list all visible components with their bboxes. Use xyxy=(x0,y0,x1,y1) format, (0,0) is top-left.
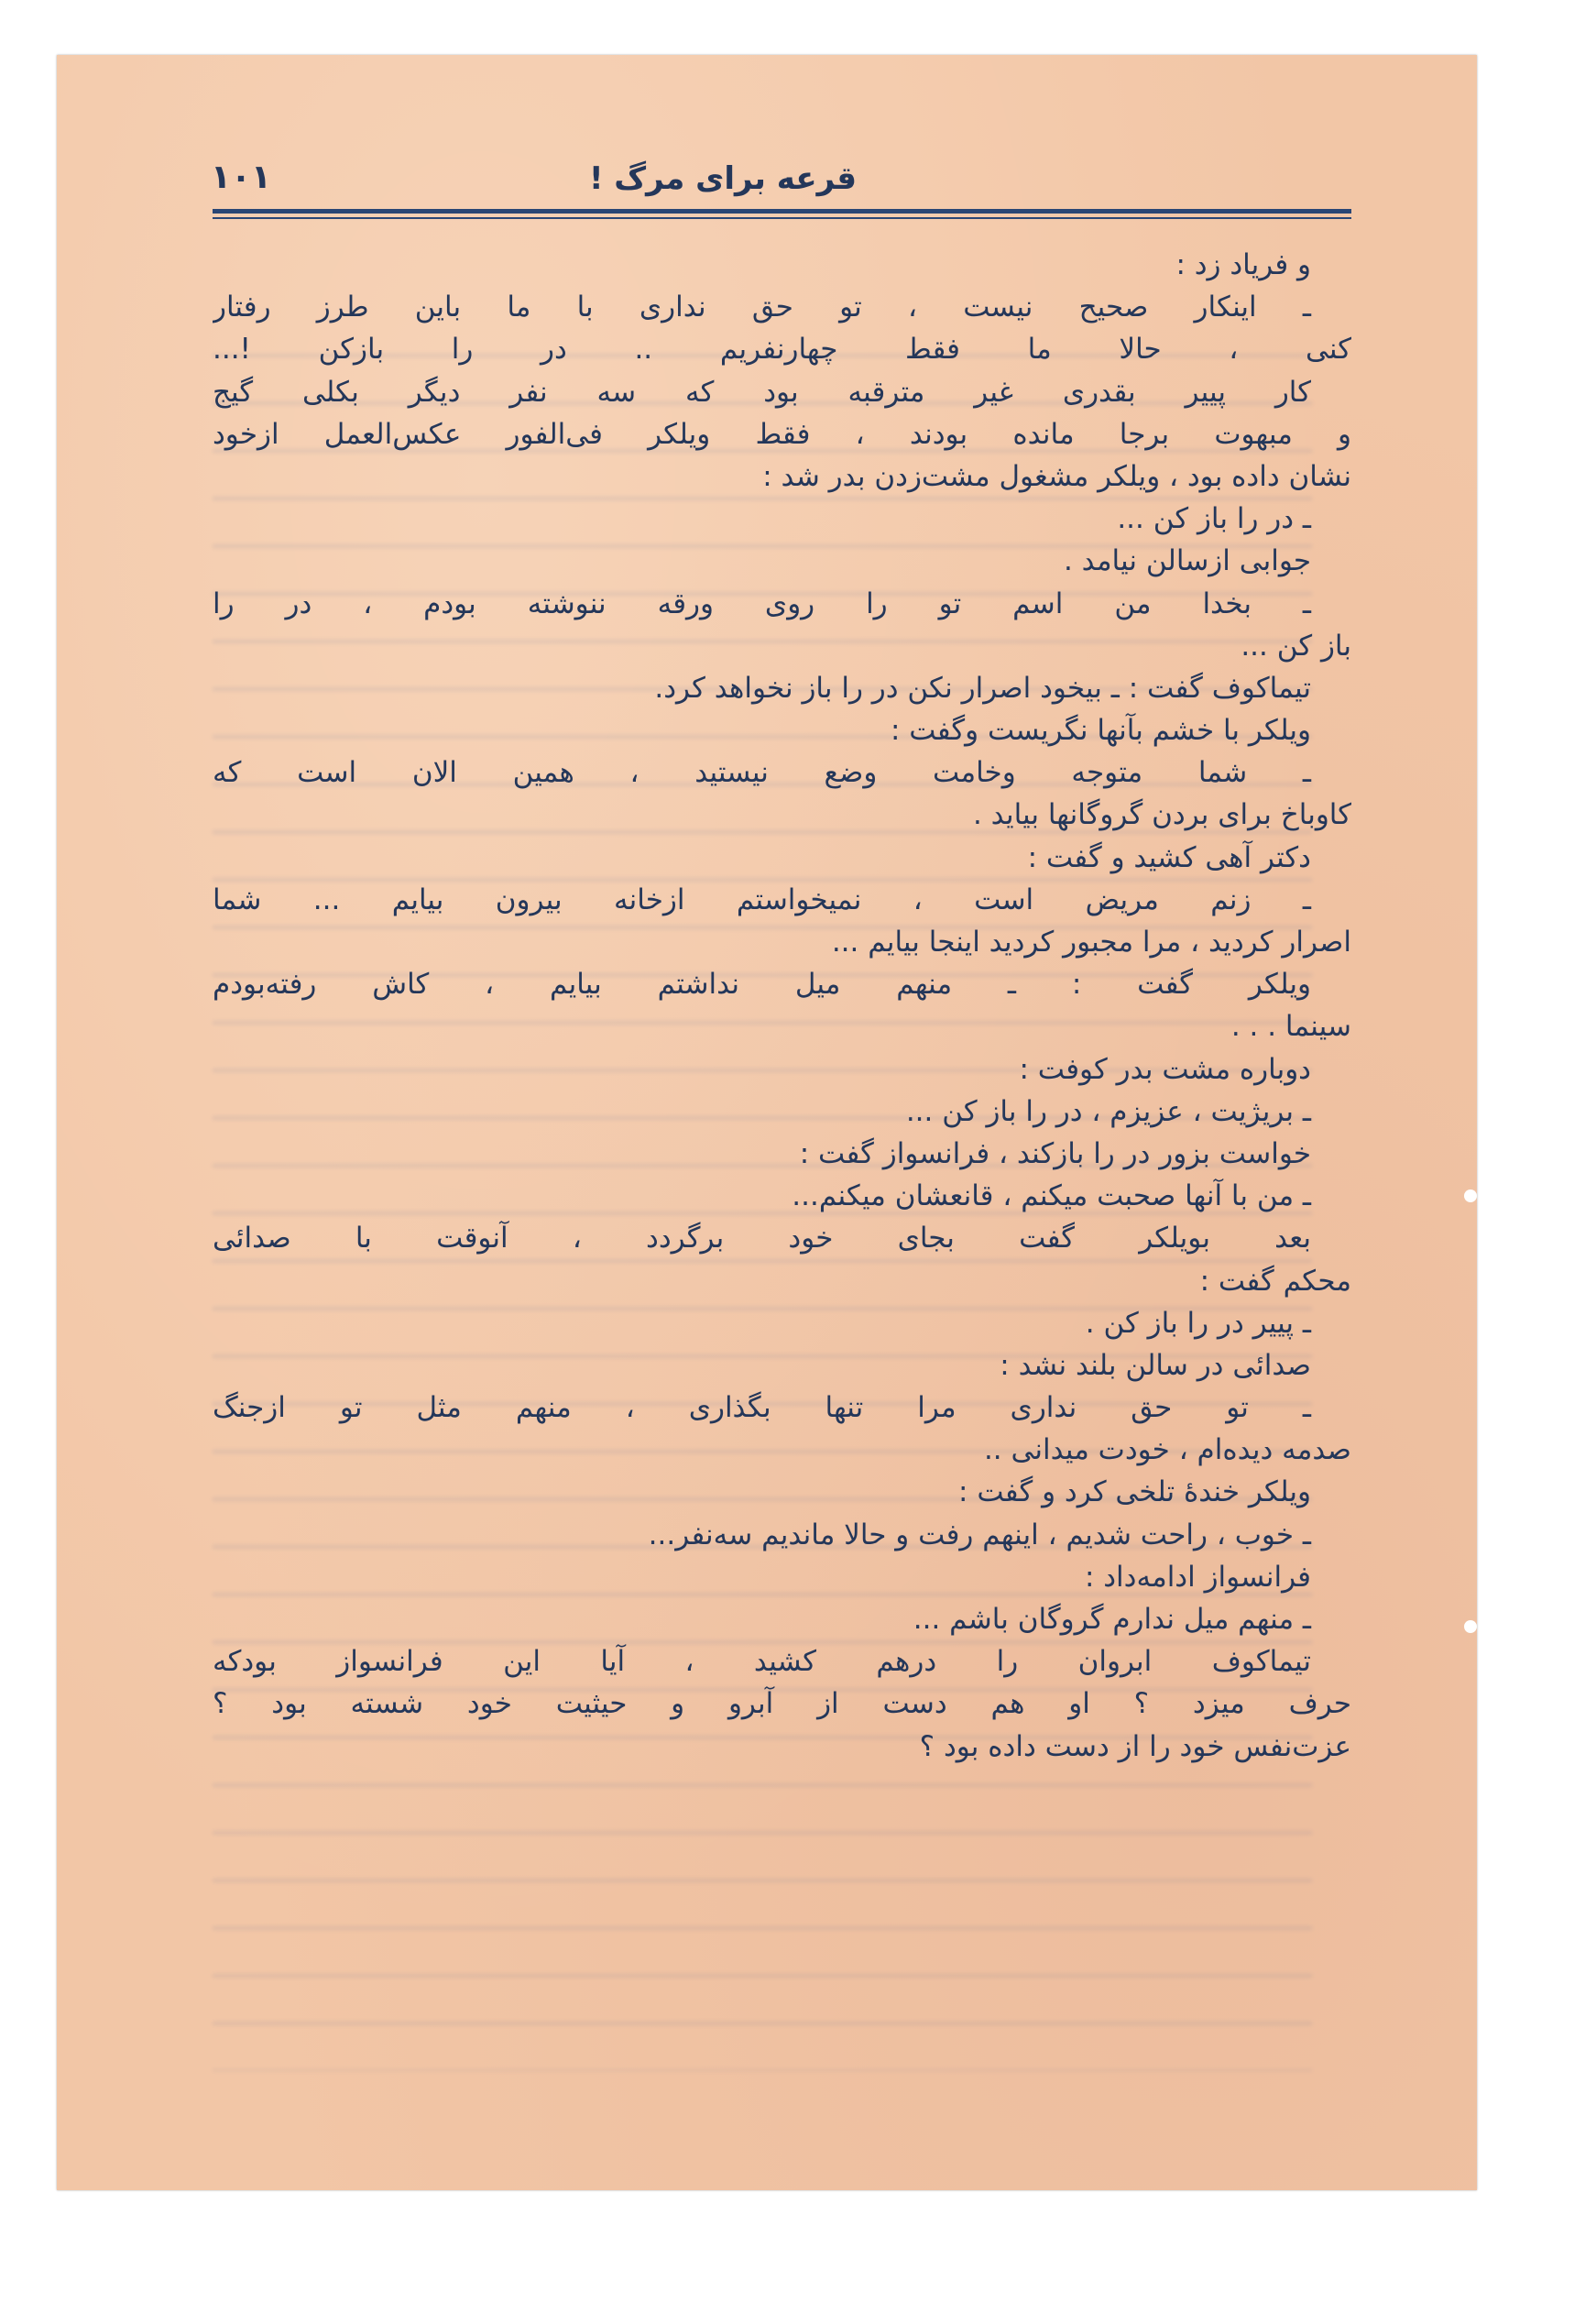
text-line: محکم گفت : xyxy=(1199,1264,1351,1298)
text-line: و مبهوت برجا مانده بودند ، فقط ویلکر فی‌الفور عکس‌العمل ازخود xyxy=(213,417,1351,451)
text-line: دوباره مشت بدر کوفت : xyxy=(1019,1052,1311,1086)
text-line: فرانسواز ادامه‌داد : xyxy=(1084,1560,1311,1594)
text-line: و فریاد زد : xyxy=(1175,248,1311,281)
text-line: ویلکر گفت : ـ منهم میل نداشتم بیایم ، کاش رفته‌بودم xyxy=(213,968,1311,1002)
text-line: نشان داده بود ، ویلکر مشغول مشت‌زدن بدر شد : xyxy=(762,459,1351,493)
text-line: ـ اینکار صحیح نیست ، تو حق نداری با ما باین طرز رفتار xyxy=(213,290,1311,324)
text-line: کاوباخ برای بردن گروگانها بیاید . xyxy=(972,798,1351,832)
header-rule-thick xyxy=(213,209,1351,214)
text-line: خواست بزور در را بازکند ، فرانسواز گفت : xyxy=(799,1136,1311,1170)
body-text xyxy=(213,244,1351,1768)
text-line: ـ پییر در را باز کن . xyxy=(1085,1306,1311,1340)
text-line: تیماکوف گفت : ـ بیخود اصرار نکن در را باز نخواهد کرد. xyxy=(654,671,1311,705)
text-line: ـ من با آنها صحبت میکنم ، قانعشان میکنم... xyxy=(792,1179,1311,1213)
text-line: ـ شما متوجه وخامت وضع نیستید ، همین الان است که xyxy=(213,756,1311,790)
text-line: ـ تو حق نداری مرا تنها بگذاری ، منهم مثل تو ازجنگ xyxy=(213,1391,1311,1425)
text-line: ویلکر با خشم بآنها نگریست وگفت : xyxy=(890,714,1311,748)
text-line: عزت‌نفس خود را از دست داده بود ؟ xyxy=(919,1729,1351,1763)
text-line: کار پییر بقدری غیر مترقبه بود که سه نفر دیگر بکلی گیج xyxy=(213,375,1311,409)
text-line: بعد بویلکر گفت بجای خود برگردد ، آنوقت با صدائی xyxy=(213,1222,1311,1255)
text-line: صدمه دیده‌ام ، خودت میدانی .. xyxy=(983,1433,1351,1467)
text-line: ـ بخدا من اسم تو را روی ورقه ننوشته بودم ، در را xyxy=(213,586,1311,620)
text-line: دکتر آهی کشید و گفت : xyxy=(1027,840,1311,874)
text-line: حرف میزد ؟ او هم دست از آبرو و حیثیت خود شسته بود ؟ xyxy=(213,1687,1351,1721)
text-line: باز کن ... xyxy=(1241,629,1351,663)
text-line: ـ در را باز کن ... xyxy=(1117,502,1311,536)
running-title: قرعه برای مرگ ! xyxy=(588,160,857,197)
text-line: ـ خوب ، راحت شدیم ، اینهم رفت و حالا ماندیم سه‌نفر... xyxy=(648,1518,1311,1551)
text-line: تیماکوف ابروان را درهم کشید ، آیا این فرانسواز بودکه xyxy=(213,1645,1311,1679)
text-line: ـ زنم مریض است ، نمیخواستم ازخانه بیرون بیایم ... شما xyxy=(213,882,1311,916)
text-line: سینما . . . xyxy=(1230,1010,1351,1044)
text-line: اصرار کردید ، مرا مجبور کردید اینجا بیایم ... xyxy=(831,926,1351,959)
page-number: ۱۰۱ xyxy=(211,159,271,196)
binding-hole xyxy=(1464,1620,1477,1633)
page-header xyxy=(211,151,1351,206)
binding-hole xyxy=(1464,1189,1477,1202)
text-line: کنی ، حالا ما فقط چهارنفریم .. در را بازکن !... xyxy=(213,333,1351,367)
text-line: صدائی در سالن بلند نشد : xyxy=(1000,1348,1311,1382)
text-line: ـ بریژیت ، عزیزم ، در را باز کن ... xyxy=(905,1094,1311,1128)
text-line: جوابی ازسالن نیامد . xyxy=(1063,544,1311,578)
header-rule-thin xyxy=(213,217,1351,219)
text-line: ـ منهم میل ندارم گروگان باشم ... xyxy=(913,1603,1311,1636)
text-line: ویلکر خندهٔ تلخی کرد و گفت : xyxy=(958,1475,1311,1509)
